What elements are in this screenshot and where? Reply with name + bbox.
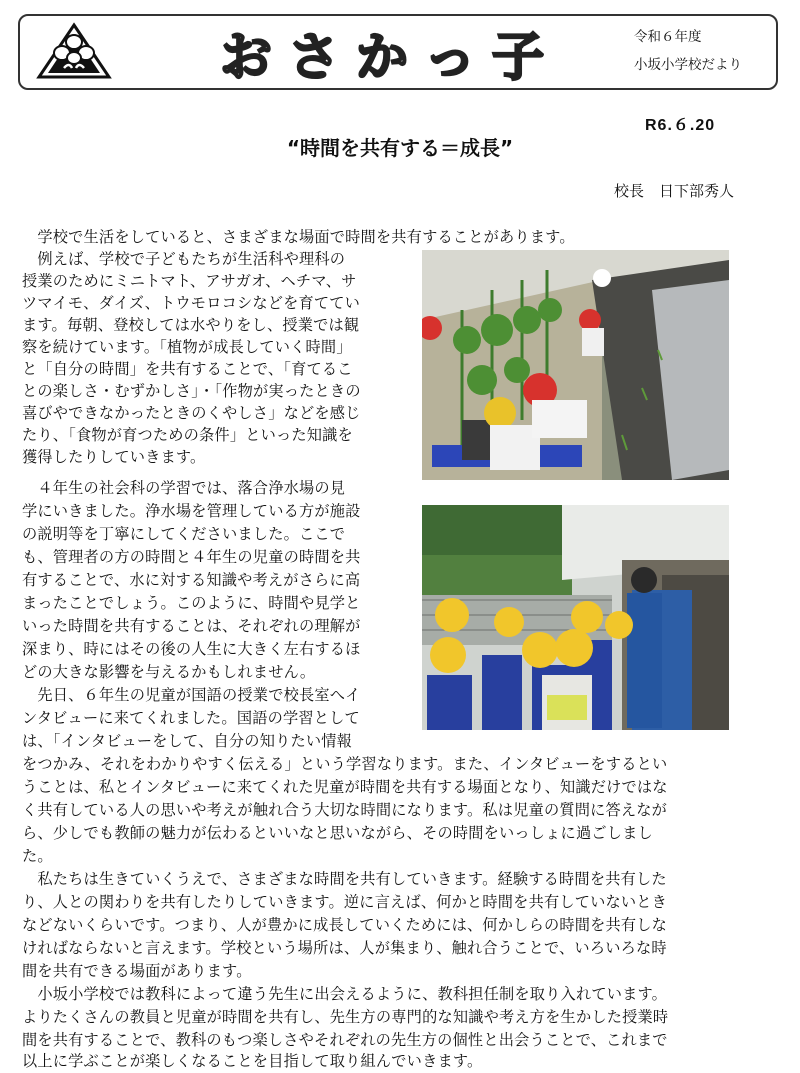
body-line: 深まり、時にはその後の人生に大きく左右するほ (22, 640, 361, 658)
issue-date: R6.６.20 (645, 117, 716, 134)
body-line: 間を共有できる場面があります。 (22, 962, 252, 980)
body-line: 間を共有することで、教科のもつ楽しさやそれぞれの先生方の個性と出会うことで、これまで (22, 1031, 668, 1049)
body-line: などないくらいです。つまり、人が豊かに成長していくためには、何かしらの時間を共有しな (22, 916, 668, 934)
body-line: 例えば、学校で子どもたちが生活科や理科の (22, 250, 346, 268)
body-line: ンタビューに来てくれました。国語の学習として (22, 709, 360, 727)
body-line: 学校で生活をしていると、さまざまな場面で時間を共有することがあります。 (22, 228, 575, 246)
newsletter-header (18, 14, 778, 90)
article-headline: “時間を共有する＝成長” (286, 136, 514, 160)
body-line: 学にいきました。浄水場を管理している方が施設 (22, 502, 361, 520)
newsletter-title: おさかっ子 (219, 27, 560, 88)
body-line: をつかみ、それをわかりやすく伝える」という学習なります。また、インタビューをするとい (22, 755, 668, 773)
header-info (634, 26, 774, 76)
body-line: ら、少しでも教師の魅力が伝わるといいなと思いながら、その時間をいっしょに過ごしまし (22, 824, 653, 842)
article-author: 校長 日下部秀人 (614, 182, 735, 200)
body-line: ４年生の社会科の学習では、落合浄水場の見 (22, 479, 346, 497)
body-line: く共有している人の思いや考えが触れ合う大切な時間になります。私は児童の質問に答えなが (22, 801, 668, 819)
body-line: の説明等を丁寧にしてくださいました。ここで (22, 525, 346, 543)
body-line: り、人との関わりを共有したりしていきます。逆に言えば、何かと時間を共有していないとき (22, 893, 668, 911)
body-line: うことは、私とインタビューに来てくれた児童が時間を共有する場面となり、知識だけではな (22, 778, 668, 796)
body-line: 以上に学ぶことが楽しくなることを目指して取り組んでいきます。 (22, 1052, 483, 1070)
body-line: も、管理者の方の時間と４年生の児童の時間を共 (22, 548, 361, 566)
body-line: よりたくさんの教員と児童が時間を共有し、先生方の専門的な知識や考え方を生かした授業時 (22, 1008, 669, 1026)
body-line: まったことでしょう。このように、時間や見学と (22, 594, 361, 612)
body-line: 先日、６年生の児童が国語の授業で校長室へイ (22, 686, 361, 704)
body-line: との楽しさ・むずかしさ」・「作物が実ったときの (22, 382, 361, 400)
body-line: 喜びやできなかったときのくやしさ」などを感じ (22, 404, 361, 422)
body-line: ツマイモ、ダイズ、トウモロコシなどを育ててい (22, 294, 361, 312)
fiscal-year: 令和６年度 (634, 29, 702, 45)
body-line: 有することで、水に対する知識や考えがさらに高 (22, 571, 361, 589)
body-line: ます。毎朝、登校しては水やりをし、授業では観 (22, 316, 360, 334)
garden-photo (422, 250, 729, 480)
body-line: 獲得したりしていきます。 (22, 448, 206, 466)
body-line: 授業のためにミニトマト、アサガオ、ヘチマ、サ (22, 272, 357, 290)
body-line: 小坂小学校では教科によって違う先生に出会えるように、教科担任制を取り入れています。 (22, 985, 668, 1003)
body-line: いった時間を共有することは、それぞれの理解が (22, 617, 361, 635)
newsletter-name: 小坂小学校だより (634, 57, 742, 73)
body-line: 察を続けています。「植物が成長していく時間」 (22, 338, 352, 356)
body-line: た。 (22, 847, 53, 865)
body-line: と「自分の時間」を共有することで、「育てるこ (22, 360, 353, 378)
body-line: ければならないと言えます。学校という場所は、人が集まり、触れ合うことで、いろいろな時 (22, 939, 667, 957)
body-line: 私たちは生きていくうえで、さまざまな時間を共有していきます。経験する時間を共有した (22, 870, 667, 888)
body-line: は、「インタビューをして、自分の知りたい情報 (22, 732, 353, 750)
school-emblem-icon (36, 22, 112, 80)
water-plant-photo (422, 505, 729, 730)
body-line: たり、「食物が育つための条件」といった知識を (22, 426, 353, 444)
body-line: どの大きな影響を与えるかもしれません。 (22, 663, 316, 681)
